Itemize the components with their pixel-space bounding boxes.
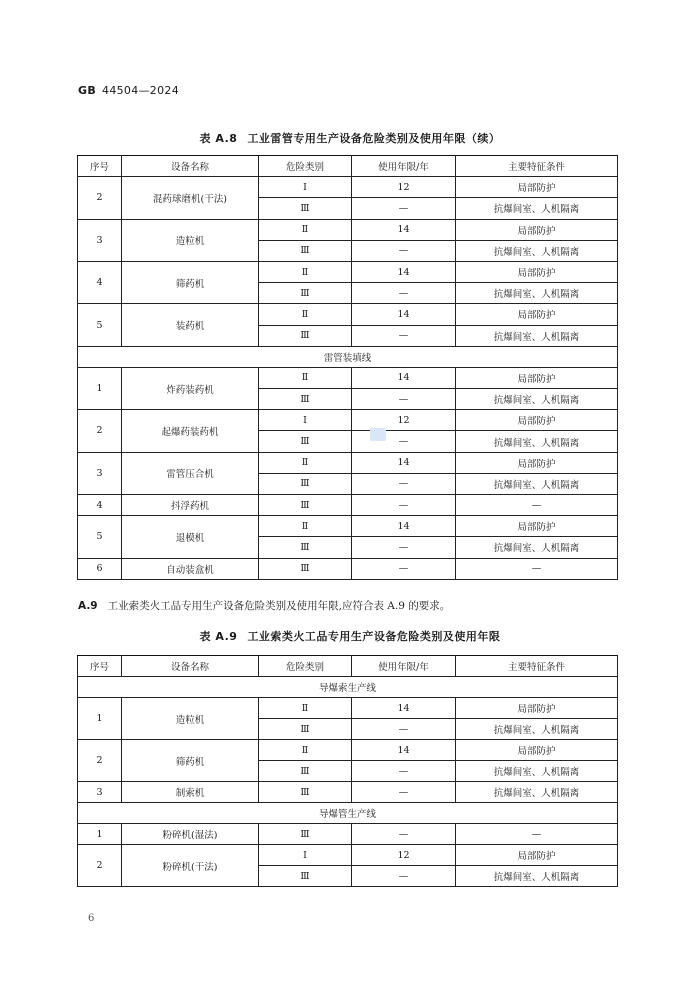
- table-a9-header-row: [78, 656, 618, 677]
- main-condition-cell: 局部防护: [456, 452, 618, 473]
- equipment-name-cell: 造粒机: [122, 698, 259, 740]
- table-a8-header-row: [78, 156, 618, 177]
- table-a8-upper-body: [78, 177, 618, 347]
- hazard-class-cell: Ⅲ: [259, 495, 352, 516]
- column-header: 主要特征条件: [456, 156, 618, 177]
- column-header: 设备名称: [122, 656, 259, 677]
- hazard-class-cell: Ⅲ: [259, 431, 352, 452]
- hazard-class-cell: Ⅱ: [259, 516, 352, 537]
- section-label: 导爆索生产线: [78, 677, 618, 698]
- service-life-cell: —: [352, 558, 456, 579]
- main-condition-cell: 局部防护: [456, 845, 618, 866]
- hazard-class-cell: Ⅲ: [259, 866, 352, 887]
- main-condition-cell: 抗爆间室、人机隔离: [456, 719, 618, 740]
- serial-number-cell: 1: [78, 824, 122, 845]
- serial-number-cell: 3: [78, 219, 122, 261]
- serial-number-cell: 5: [78, 516, 122, 558]
- main-condition-cell: 抗爆间室、人机隔离: [456, 389, 618, 410]
- table-a9-caption: [0, 628, 700, 644]
- main-condition-cell: 抗爆间室、人机隔离: [456, 782, 618, 803]
- table-row: [78, 824, 618, 845]
- table-row: [78, 558, 618, 579]
- hazard-class-cell: Ⅱ: [259, 698, 352, 719]
- main-condition-cell: 抗爆间室、人机隔离: [456, 240, 618, 261]
- main-condition-cell: 抗爆间室、人机隔离: [456, 431, 618, 452]
- equipment-name-cell: 装药机: [122, 304, 259, 346]
- serial-number-cell: 2: [78, 845, 122, 887]
- serial-number-cell: 1: [78, 367, 122, 409]
- main-condition-cell: 局部防护: [456, 367, 618, 388]
- hazard-class-cell: Ⅱ: [259, 261, 352, 282]
- equipment-name-cell: 自动装盒机: [122, 558, 259, 579]
- hazard-class-cell: Ⅱ: [259, 304, 352, 325]
- equipment-name-cell: 退模机: [122, 516, 259, 558]
- main-condition-cell: 抗爆间室、人机隔离: [456, 473, 618, 494]
- service-life-cell: 14: [352, 261, 456, 282]
- clause-number: A.9: [78, 600, 98, 612]
- table-row: [78, 740, 618, 761]
- hazard-class-cell: Ⅰ: [259, 410, 352, 431]
- equipment-name-cell: 起爆药装药机: [122, 410, 259, 452]
- service-life-cell: —: [352, 473, 456, 494]
- section-row: [78, 677, 618, 698]
- equipment-name-cell: 雷管压合机: [122, 452, 259, 494]
- main-condition-cell: 局部防护: [456, 261, 618, 282]
- service-life-cell: 14: [352, 452, 456, 473]
- equipment-name-cell: 炸药装药机: [122, 367, 259, 409]
- service-life-cell: —: [352, 495, 456, 516]
- service-life-cell: —: [352, 325, 456, 346]
- table-a9: [77, 655, 618, 887]
- hazard-class-cell: Ⅱ: [259, 367, 352, 388]
- serial-number-cell: 3: [78, 782, 122, 803]
- hazard-class-cell: Ⅲ: [259, 325, 352, 346]
- service-life-cell: —: [352, 198, 456, 219]
- table-a8: [77, 155, 618, 580]
- table-a8-caption: [0, 130, 700, 146]
- serial-number-cell: 5: [78, 304, 122, 346]
- hazard-class-cell: Ⅰ: [259, 177, 352, 198]
- serial-number-cell: 4: [78, 261, 122, 303]
- equipment-name-cell: 粉碎机(干法): [122, 845, 259, 887]
- equipment-name-cell: 筛药机: [122, 740, 259, 782]
- main-condition-cell: 局部防护: [456, 516, 618, 537]
- hazard-class-cell: Ⅲ: [259, 558, 352, 579]
- service-life-cell: 12: [352, 845, 456, 866]
- service-life-cell: —: [352, 283, 456, 304]
- hazard-class-cell: Ⅰ: [259, 845, 352, 866]
- table-row: [78, 782, 618, 803]
- hazard-class-cell: Ⅱ: [259, 740, 352, 761]
- serial-number-cell: 2: [78, 740, 122, 782]
- service-life-cell: 12: [352, 177, 456, 198]
- service-life-cell: 14: [352, 516, 456, 537]
- table-row: [78, 410, 618, 431]
- equipment-name-cell: 抖浮药机: [122, 495, 259, 516]
- clause-text: 工业索类火工品专用生产设备危险类别及使用年限,应符合表 A.9 的要求。: [107, 600, 451, 612]
- service-life-cell: —: [352, 719, 456, 740]
- equipment-name-cell: 造粒机: [122, 219, 259, 261]
- main-condition-cell: 抗爆间室、人机隔离: [456, 325, 618, 346]
- column-header: 序号: [78, 156, 122, 177]
- service-life-cell: —: [352, 537, 456, 558]
- main-condition-cell: 局部防护: [456, 177, 618, 198]
- main-condition-cell: 抗爆间室、人机隔离: [456, 537, 618, 558]
- serial-number-cell: 2: [78, 410, 122, 452]
- section-row: [78, 803, 618, 824]
- main-condition-cell: 局部防护: [456, 219, 618, 240]
- hazard-class-cell: Ⅲ: [259, 473, 352, 494]
- serial-number-cell: 1: [78, 698, 122, 740]
- page-number: 6: [88, 913, 95, 924]
- service-life-cell: 12: [352, 410, 456, 431]
- table-a9-label: 表 A.9: [199, 630, 238, 643]
- table-a9-section-2-body: [78, 824, 618, 887]
- column-header: 使用年限/年: [352, 156, 456, 177]
- hazard-class-cell: Ⅲ: [259, 283, 352, 304]
- serial-number-cell: 3: [78, 452, 122, 494]
- equipment-name-cell: 混药球磨机(干法): [122, 177, 259, 219]
- hazard-class-cell: Ⅲ: [259, 782, 352, 803]
- table-row: [78, 367, 618, 388]
- table-row: [78, 452, 618, 473]
- hazard-class-cell: Ⅲ: [259, 198, 352, 219]
- main-condition-cell: 抗爆间室、人机隔离: [456, 198, 618, 219]
- column-header: 使用年限/年: [352, 656, 456, 677]
- main-condition-cell: 局部防护: [456, 740, 618, 761]
- hazard-class-cell: Ⅱ: [259, 452, 352, 473]
- service-life-cell: —: [352, 389, 456, 410]
- table-a9-section-1-body: [78, 698, 618, 803]
- table-row: [78, 177, 618, 198]
- hazard-class-cell: Ⅲ: [259, 824, 352, 845]
- hazard-class-cell: Ⅲ: [259, 240, 352, 261]
- main-condition-cell: 抗爆间室、人机隔离: [456, 866, 618, 887]
- service-life-cell: —: [352, 240, 456, 261]
- column-header: 危险类别: [259, 656, 352, 677]
- column-header: 危险类别: [259, 156, 352, 177]
- main-condition-cell: 抗爆间室、人机隔离: [456, 761, 618, 782]
- service-life-cell: 14: [352, 698, 456, 719]
- section-label: 导爆管生产线: [78, 803, 618, 824]
- table-row: [78, 261, 618, 282]
- column-header: 设备名称: [122, 156, 259, 177]
- hazard-class-cell: Ⅱ: [259, 219, 352, 240]
- service-life-cell: 14: [352, 740, 456, 761]
- serial-number-cell: 2: [78, 177, 122, 219]
- hazard-class-cell: Ⅲ: [259, 537, 352, 558]
- column-header: 序号: [78, 656, 122, 677]
- service-life-cell: —: [352, 782, 456, 803]
- table-a8-lower-body: [78, 367, 618, 579]
- main-condition-cell: 抗爆间室、人机隔离: [456, 283, 618, 304]
- hazard-class-cell: Ⅲ: [259, 389, 352, 410]
- clause-a9: [78, 598, 450, 613]
- main-condition-cell: —: [456, 824, 618, 845]
- main-condition-cell: —: [456, 495, 618, 516]
- table-a8-label: 表 A.8: [199, 132, 238, 145]
- table-row: [78, 495, 618, 516]
- equipment-name-cell: 粉碎机(湿法): [122, 824, 259, 845]
- service-life-cell: —: [352, 824, 456, 845]
- equipment-name-cell: 筛药机: [122, 261, 259, 303]
- main-condition-cell: —: [456, 558, 618, 579]
- table-a8-title: 工业雷管专用生产设备危险类别及使用年限（续）: [247, 132, 501, 145]
- table-a9-title: 工业索类火工品专用生产设备危险类别及使用年限: [247, 630, 501, 643]
- service-life-cell: 14: [352, 304, 456, 325]
- service-life-cell: —: [352, 866, 456, 887]
- main-condition-cell: 局部防护: [456, 304, 618, 325]
- document-header: [78, 84, 179, 97]
- main-condition-cell: 局部防护: [456, 410, 618, 431]
- service-life-cell: 14: [352, 367, 456, 388]
- serial-number-cell: 4: [78, 495, 122, 516]
- service-life-cell: —: [352, 761, 456, 782]
- serial-number-cell: 6: [78, 558, 122, 579]
- hazard-class-cell: Ⅲ: [259, 761, 352, 782]
- table-row: [78, 304, 618, 325]
- section-label: 雷管装填线: [78, 346, 618, 367]
- hazard-class-cell: Ⅲ: [259, 719, 352, 740]
- service-life-cell: —: [352, 431, 456, 452]
- equipment-name-cell: 制索机: [122, 782, 259, 803]
- table-row: [78, 516, 618, 537]
- standard-prefix: GB: [78, 84, 97, 97]
- table-row: [78, 698, 618, 719]
- section-row: [78, 346, 618, 367]
- table-row: [78, 845, 618, 866]
- table-row: [78, 219, 618, 240]
- watermark-badge: [370, 428, 386, 441]
- main-condition-cell: 局部防护: [456, 698, 618, 719]
- service-life-cell: 14: [352, 219, 456, 240]
- column-header: 主要特征条件: [456, 656, 618, 677]
- standard-number: 44504—2024: [102, 84, 180, 97]
